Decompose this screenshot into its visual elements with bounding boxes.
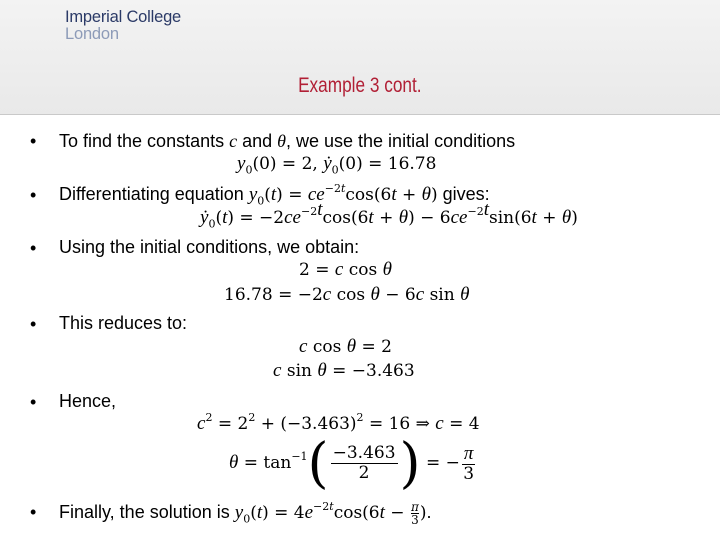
bullet-1-text: To find the constants c and θ, we use the initial conditions [59, 131, 516, 151]
bullet-1: • [30, 131, 37, 151]
imperial-college-logo [65, 9, 181, 43]
bullet-5: • [30, 392, 37, 412]
bullet-3-text: Using the initial conditions, we obtain: [59, 237, 360, 257]
bullet-4-text: This reduces to: [59, 313, 188, 333]
bullet-2: • [30, 185, 37, 205]
equation-theta: $\theta = \tan^{-1}$( $\frac{-3.463}{2}$ ) = − $\frac{\pi}{3}$ [229, 431, 475, 495]
bullet-6-text: Finally, the solution is $y_0(t) = 4e^{-2t}\cos(6t$ − $\frac{\pi}{3}$ ). [59, 500, 432, 527]
equation-16-78: 16.78 = −2c cos θ − 6c sin θ [224, 284, 470, 305]
equation-c-sin: c sin θ = −3.463 [273, 360, 415, 381]
logo-line-1: Imperial College [65, 8, 182, 26]
equation-c-squared: $c^2 = 2^2 + (-3.463)^2 = 16$ ⇒ c = 4 [197, 411, 480, 434]
bullet-2-text: Differentiating equation $y_0(t) = ce^{-2t}\cos(6t + \theta)$ gives: [59, 182, 490, 208]
bullet-3: • [30, 238, 37, 258]
bullet-5-text: Hence, [59, 391, 117, 411]
slide-header [0, 0, 720, 115]
equation-2-eq-c-cos: 2 = c cos θ [299, 259, 392, 280]
equation-c-cos: c cos θ = 2 [299, 336, 392, 357]
equation-initial-conditions: $y_0(0) = 2$, ẏ$_0$(0) = 16.78 [237, 153, 437, 177]
equation-derivative: ẏ$_0$(t) = $-2ce^{-2t}\cos(6t + \theta) - 6ce^{-2t}\sin(6t + \theta)$ [200, 199, 578, 231]
inline-equation-y0: $y_0(t) = ce^{-2t}\cos(6t + \theta)$ [248, 182, 438, 208]
bullet-4: • [30, 314, 37, 334]
slide-title: Example 3 cont. [298, 74, 422, 97]
logo-line-2: London [65, 25, 119, 43]
bullet-6: • [30, 502, 37, 522]
inline-equation-solution: $y_0(t) = 4e^{-2t}\cos(6t$ − $\frac{\pi}{3}$ ) [234, 500, 427, 527]
